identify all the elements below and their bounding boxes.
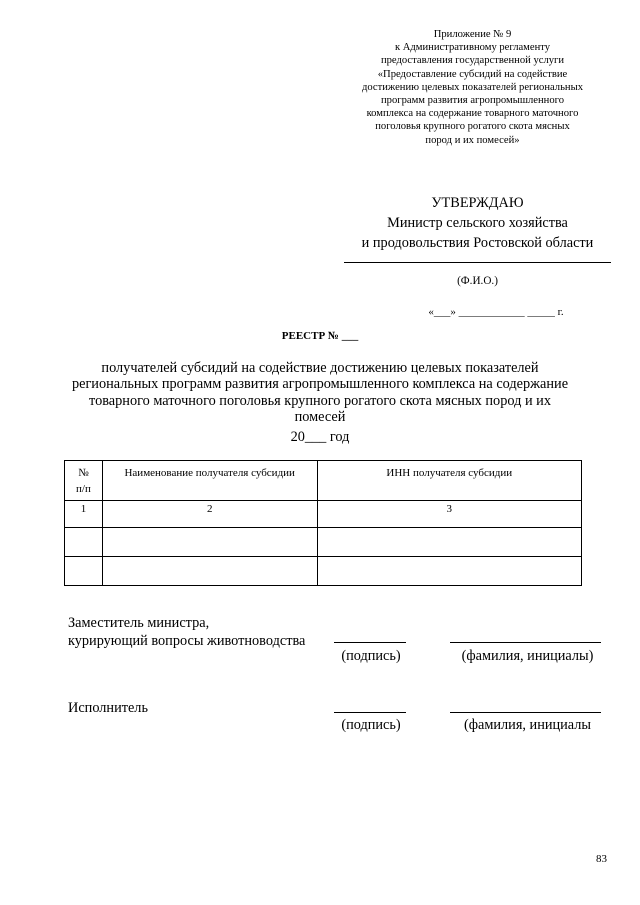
header-recipient-name: Наименование получателя субсидии [102,461,317,501]
executor-signature-line [334,712,406,713]
page-number: 83 [596,853,607,865]
approval-heading: УТВЕРЖДАЮ [431,195,524,211]
deputy-name-caption: (фамилия, инициалы) [461,648,594,664]
approval-position-line2: и продовольствия Ростовской области [361,235,594,251]
registry-subtitle-line: товарного маточного поголовья крупного рогатого скота мясных пород и их [89,392,551,409]
column-number-cell: 3 [317,501,581,528]
executor-name-caption: (фамилия, инициалы [463,717,592,733]
annex-line: комплекса на содержание товарного маточного [366,108,579,120]
table-header-row [65,461,582,501]
table-row [65,557,582,586]
annex-line: к Административному регламенту [394,42,551,54]
table-cell [102,557,317,586]
annex-line: предоставления государственной услуги [380,55,565,67]
column-number-cell: 1 [65,501,103,528]
registry-title: РЕЕСТР № ___ [281,330,359,342]
table-column-number-row [65,501,582,528]
header-number [65,461,103,501]
annex-line: «Предоставление субсидий на содействие [377,68,568,80]
table-cell [317,528,581,557]
approval-signature-line [344,262,611,263]
annex-line: поголовья крупного рогатого скота мясных [375,121,570,133]
header-number-line2: п/п [76,483,91,495]
deputy-signature-caption: (подпись) [341,648,401,664]
executor-name-line [450,712,601,713]
annex-line: достижению целевых показателей региональных [361,81,584,93]
registry-subtitle [60,360,580,425]
registry-year: 20___ год [290,429,350,445]
deputy-name-line [450,642,601,643]
table-cell [102,528,317,557]
table-row [65,528,582,557]
registry-table [64,460,582,586]
table-cell [65,557,103,586]
approval-name-caption: (Ф.И.О.) [457,275,498,287]
registry-subtitle-line: помесей [294,408,346,425]
deputy-line1: Заместитель министра, [68,615,210,631]
header-recipient-inn: ИНН получателя субсидии [317,461,581,501]
executor-label: Исполнитель [68,700,148,716]
annex-header [330,28,615,147]
approval-date-line: «___» ____________ _____ г. [428,306,564,318]
approval-block [340,194,615,253]
deputy-signature-line [334,642,406,643]
table-cell [65,528,103,557]
registry-subtitle-line: региональных программ развития агропромышленного комплекса на содержание [71,376,569,393]
annex-line: пород и их помесей» [425,134,520,146]
column-number-cell: 2 [102,501,317,528]
executor-signature-caption: (подпись) [341,717,401,733]
annex-line: программ развития агропромышленного [380,95,565,107]
table-cell [317,557,581,586]
annex-line: Приложение № 9 [433,29,512,40]
deputy-line2: курирующий вопросы животноводства [68,633,306,649]
approval-position-line1: Министр сельского хозяйства [387,215,568,231]
header-number-line1: № [78,467,89,479]
registry-subtitle-line: получателей субсидий на содействие достижению целевых показателей [101,360,539,376]
deputy-minister-label [68,614,338,650]
